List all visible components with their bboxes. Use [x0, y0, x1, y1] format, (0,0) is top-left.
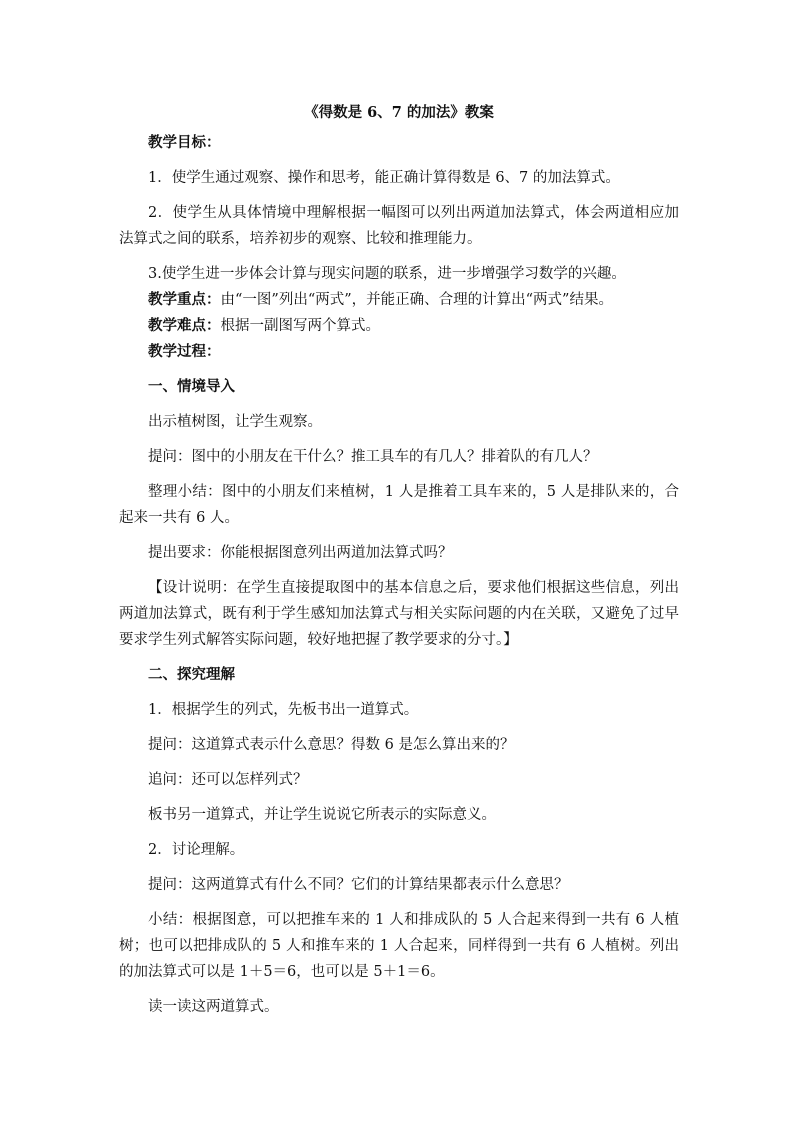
process-heading: 教学过程： — [148, 343, 221, 360]
section-1-paragraph: 出示植树图，让学生观察。 — [148, 414, 322, 430]
section-2-paragraph: 追问：还可以怎样列式？ — [148, 772, 308, 788]
section-2-paragraph: 提问：这道算式表示什么意思？得数 6 是怎么算出来的？ — [148, 737, 515, 753]
difficulty-text: 根据一副图写两个算式。 — [220, 318, 380, 334]
section-1-heading: 一、情境导入 — [148, 378, 235, 395]
section-1-paragraph: 提出要求：你能根据图意列出两道加法算式吗？ — [148, 545, 453, 561]
section-2-paragraph: 读一读这两道算式。 — [148, 999, 279, 1015]
goals-heading: 教学目标： — [148, 134, 221, 151]
section-2-paragraph: 2．讨论理解。 — [148, 842, 245, 858]
section-2-heading: 二、探究理解 — [148, 666, 235, 683]
difficulty-label: 教学难点： — [148, 317, 221, 334]
difficulty-point — [119, 313, 679, 339]
design-note: 【设计说明：在学生直接提取图中的基本信息之后，要求他们根据这些信息，列出两道加法算式，既有利于学生感知加法算式与相关实际问题的内在关联，又避免了过早要求学生列式解答实际问题，较好地把握了教学要求的分寸。】 — [119, 580, 679, 648]
key-point — [119, 287, 679, 313]
key-point-text: 由“一图”列出“两式”，并能正确、合理的计算出“两式”结果。 — [220, 292, 613, 308]
document-title: 《得数是 6、7 的加法》教案 — [304, 104, 494, 121]
section-2-paragraph: 1．根据学生的列式，先板书出一道算式。 — [148, 702, 419, 718]
document-body — [119, 100, 679, 1029]
section-1-paragraph: 整理小结：图中的小朋友们来植树，1 人是推着工具车来的，5 人是排队来的，合起来一共有 6 人。 — [119, 484, 679, 526]
goal-3: 3.使学生进一步体会计算与现实问题的联系，进一步增强学习数学的兴趣。 — [148, 266, 626, 282]
key-point-label: 教学重点： — [148, 291, 221, 308]
section-2-paragraph: 提问：这两道算式有什么不同？它们的计算结果都表示什么意思？ — [148, 877, 569, 893]
section-2-paragraph: 板书另一道算式，并让学生说说它所表示的实际意义。 — [148, 807, 496, 823]
section-1-paragraph: 提问：图中的小朋友在干什么？推工具车的有几人？排着队的有几人？ — [148, 449, 598, 465]
goal-2: 2．使学生从具体情境中理解根据一幅图可以列出两道加法算式，体会两道相应加法算式之间的联系，培养初步的观察、比较和推理能力。 — [119, 205, 679, 247]
goal-1: 1．使学生通过观察、操作和思考，能正确计算得数是 6、7 的加法算式。 — [148, 170, 620, 186]
summary-paragraph: 小结：根据图意，可以把推车来的 1 人和排成队的 5 人合起来得到一共有 6 人植树；也可以把排成队的 5 人和推车来的 1 人合起来，同样得到一共有 6 人植树。列出的加法算式可以是 1＋5＝6，也可以是 5＋1＝6。 — [119, 912, 679, 980]
